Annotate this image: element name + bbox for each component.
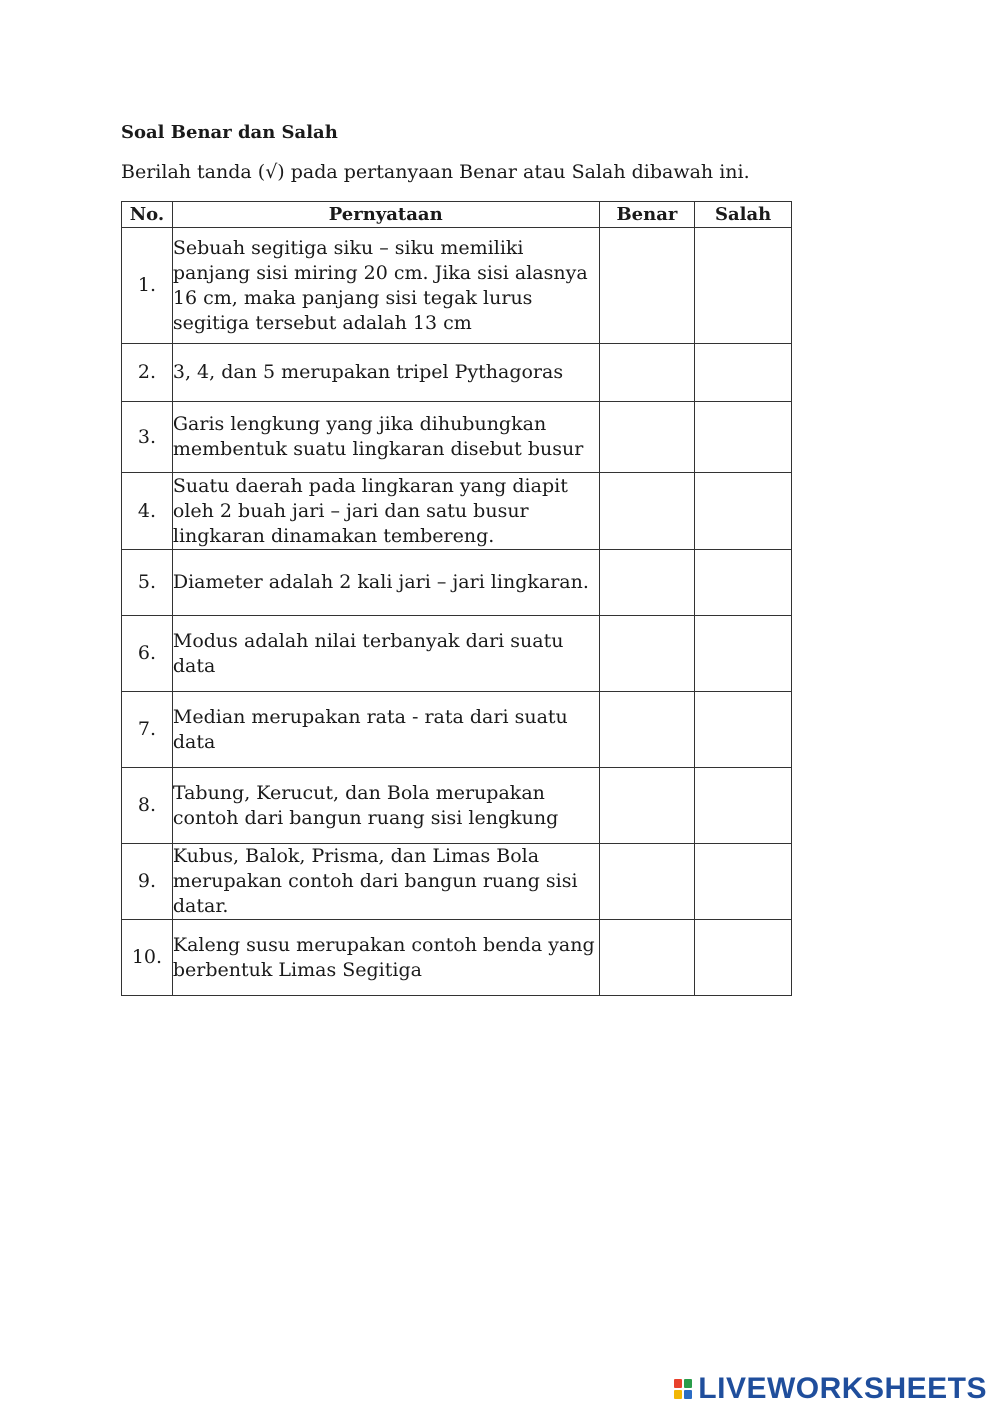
table-row bbox=[122, 550, 792, 616]
table-row bbox=[122, 473, 792, 550]
table-row bbox=[122, 228, 792, 344]
table-row bbox=[122, 692, 792, 768]
instruction-text: Berilah tanda (√) pada pertanyaan Benar atau Salah dibawah ini. bbox=[121, 161, 750, 183]
answer-false-cell[interactable] bbox=[695, 402, 792, 473]
row-statement: Suatu daerah pada lingkaran yang diapit oleh 2 buah jari – jari dan satu busur lingkaran dinamakan tembereng. bbox=[172, 473, 599, 550]
logo-square-red bbox=[674, 1379, 682, 1388]
row-statement: Kubus, Balok, Prisma, dan Limas Bola merupakan contoh dari bangun ruang sisi datar. bbox=[172, 844, 599, 920]
answer-false-cell[interactable] bbox=[695, 473, 792, 550]
table-row bbox=[122, 616, 792, 692]
row-number: 8. bbox=[122, 768, 173, 844]
answer-false-cell[interactable] bbox=[695, 550, 792, 616]
answer-true-cell[interactable] bbox=[599, 616, 695, 692]
answer-true-cell[interactable] bbox=[599, 402, 695, 473]
logo-square-green bbox=[684, 1379, 692, 1388]
row-statement: 3, 4, dan 5 merupakan tripel Pythagoras bbox=[172, 344, 599, 402]
row-number: 4. bbox=[122, 473, 173, 550]
answer-true-cell[interactable] bbox=[599, 228, 695, 344]
row-statement: Garis lengkung yang jika dihubungkan membentuk suatu lingkaran disebut busur bbox=[172, 402, 599, 473]
watermark-text: LIVEWORKSHEETS bbox=[698, 1372, 987, 1405]
row-number: 10. bbox=[122, 920, 173, 996]
row-statement: Kaleng susu merupakan contoh benda yang berbentuk Limas Segitiga bbox=[172, 920, 599, 996]
table-header-row bbox=[122, 202, 792, 228]
table-row bbox=[122, 344, 792, 402]
row-statement: Median merupakan rata - rata dari suatu data bbox=[172, 692, 599, 768]
row-statement: Tabung, Kerucut, dan Bola merupakan contoh dari bangun ruang sisi lengkung bbox=[172, 768, 599, 844]
row-number: 7. bbox=[122, 692, 173, 768]
table-row bbox=[122, 844, 792, 920]
header-true: Benar bbox=[599, 202, 695, 228]
header-no: No. bbox=[122, 202, 173, 228]
row-number: 3. bbox=[122, 402, 173, 473]
answer-false-cell[interactable] bbox=[695, 692, 792, 768]
logo-square-blue bbox=[684, 1390, 692, 1399]
liveworksheets-logo-icon bbox=[674, 1379, 692, 1399]
answer-false-cell[interactable] bbox=[695, 616, 792, 692]
row-statement: Sebuah segitiga siku – siku memiliki panjang sisi miring 20 cm. Jika sisi alasnya 16 cm, maka panjang sisi tegak lurus segitiga tersebut adalah 13 cm bbox=[172, 228, 599, 344]
header-statement: Pernyataan bbox=[172, 202, 599, 228]
row-number: 1. bbox=[122, 228, 173, 344]
answer-false-cell[interactable] bbox=[695, 920, 792, 996]
answer-false-cell[interactable] bbox=[695, 228, 792, 344]
answer-false-cell[interactable] bbox=[695, 344, 792, 402]
liveworksheets-watermark bbox=[674, 1372, 987, 1406]
answer-false-cell[interactable] bbox=[695, 768, 792, 844]
logo-square-yellow bbox=[674, 1390, 682, 1399]
row-number: 5. bbox=[122, 550, 173, 616]
answer-true-cell[interactable] bbox=[599, 920, 695, 996]
row-statement: Diameter adalah 2 kali jari – jari lingkaran. bbox=[172, 550, 599, 616]
answer-true-cell[interactable] bbox=[599, 692, 695, 768]
row-number: 2. bbox=[122, 344, 173, 402]
table-row bbox=[122, 402, 792, 473]
header-false: Salah bbox=[695, 202, 792, 228]
true-false-table bbox=[121, 201, 792, 996]
row-statement: Modus adalah nilai terbanyak dari suatu data bbox=[172, 616, 599, 692]
table-row bbox=[122, 920, 792, 996]
row-number: 6. bbox=[122, 616, 173, 692]
answer-true-cell[interactable] bbox=[599, 550, 695, 616]
row-number: 9. bbox=[122, 844, 173, 920]
answer-false-cell[interactable] bbox=[695, 844, 792, 920]
table-row bbox=[122, 768, 792, 844]
answer-true-cell[interactable] bbox=[599, 844, 695, 920]
answer-true-cell[interactable] bbox=[599, 344, 695, 402]
page-title: Soal Benar dan Salah bbox=[121, 122, 338, 143]
answer-true-cell[interactable] bbox=[599, 473, 695, 550]
answer-true-cell[interactable] bbox=[599, 768, 695, 844]
